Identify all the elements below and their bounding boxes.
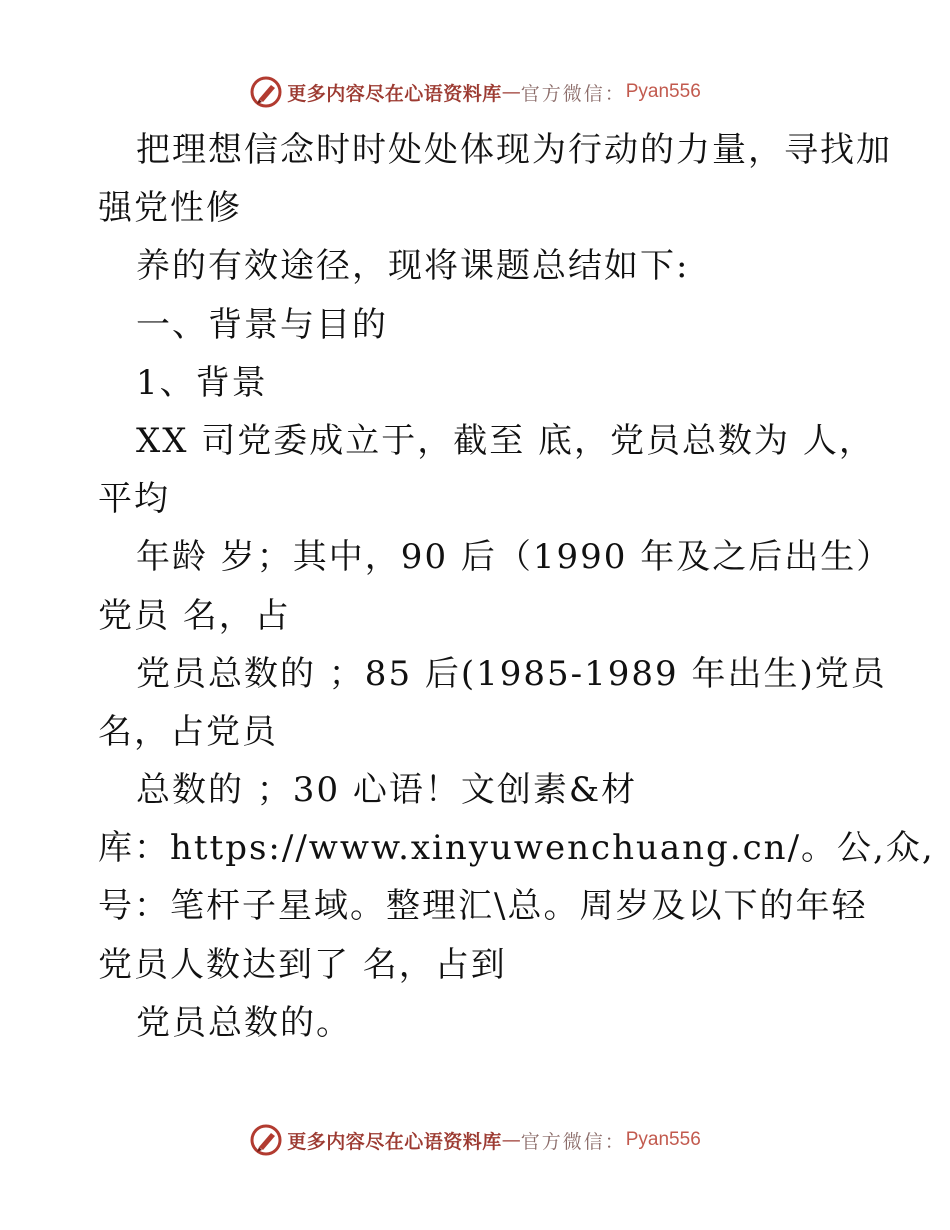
watermark-site-text: 更多内容尽在心语资料库 <box>287 82 502 105</box>
watermark-dash: — <box>501 81 521 103</box>
body-line: XX 司党委成立于，截至 底，党员总数为 人， <box>136 420 875 461</box>
body-line: 总数的 ；30 心语！文创素&材 <box>136 770 638 811</box>
subsection-heading: 1、背景 <box>136 362 268 403</box>
watermark-wechat-id: Pyan556 <box>625 81 701 102</box>
body-line: 党员总数的 ；85 后(1985-1989 年出生)党员 <box>136 653 887 694</box>
body-line: 平均 <box>98 479 170 520</box>
pen-logo-icon <box>249 1123 283 1157</box>
body-line: 党员 名，占 <box>98 595 291 636</box>
body-line: 年龄 岁；其中，90 后（1990 年及之后出生） <box>136 537 893 578</box>
body-line: 把理想信念时时处处体现为行动的力量，寻找加 <box>136 130 892 170</box>
watermark-official-label: 官方微信： <box>520 1130 626 1153</box>
section-heading: 一、背景与目的 <box>136 304 388 345</box>
watermark-wechat-id: Pyan556 <box>625 1129 701 1150</box>
body-line: 强党性修 <box>98 188 242 229</box>
document-body <box>98 121 935 1052</box>
watermark-official-label: 官方微信： <box>520 82 626 105</box>
footer-watermark <box>0 1120 950 1160</box>
header-watermark <box>0 72 950 112</box>
body-line: 名，占党员 <box>98 711 278 752</box>
body-line: 党员总数的。 <box>136 1002 352 1043</box>
body-line: 党员人数达到了 名，占到 <box>98 944 507 985</box>
watermark-site-text: 更多内容尽在心语资料库 <box>287 1130 502 1153</box>
body-line: 养的有效途径，现将课题总结如下: <box>136 246 690 287</box>
watermark-dash: — <box>501 1129 521 1151</box>
body-line: 库：https://www.xinyuwenchuang.cn/。公,众, <box>98 828 935 869</box>
body-line: 号：笔杆子星域。整理汇\总。周岁及以下的年轻 <box>98 886 868 927</box>
pen-logo-icon <box>249 75 283 109</box>
